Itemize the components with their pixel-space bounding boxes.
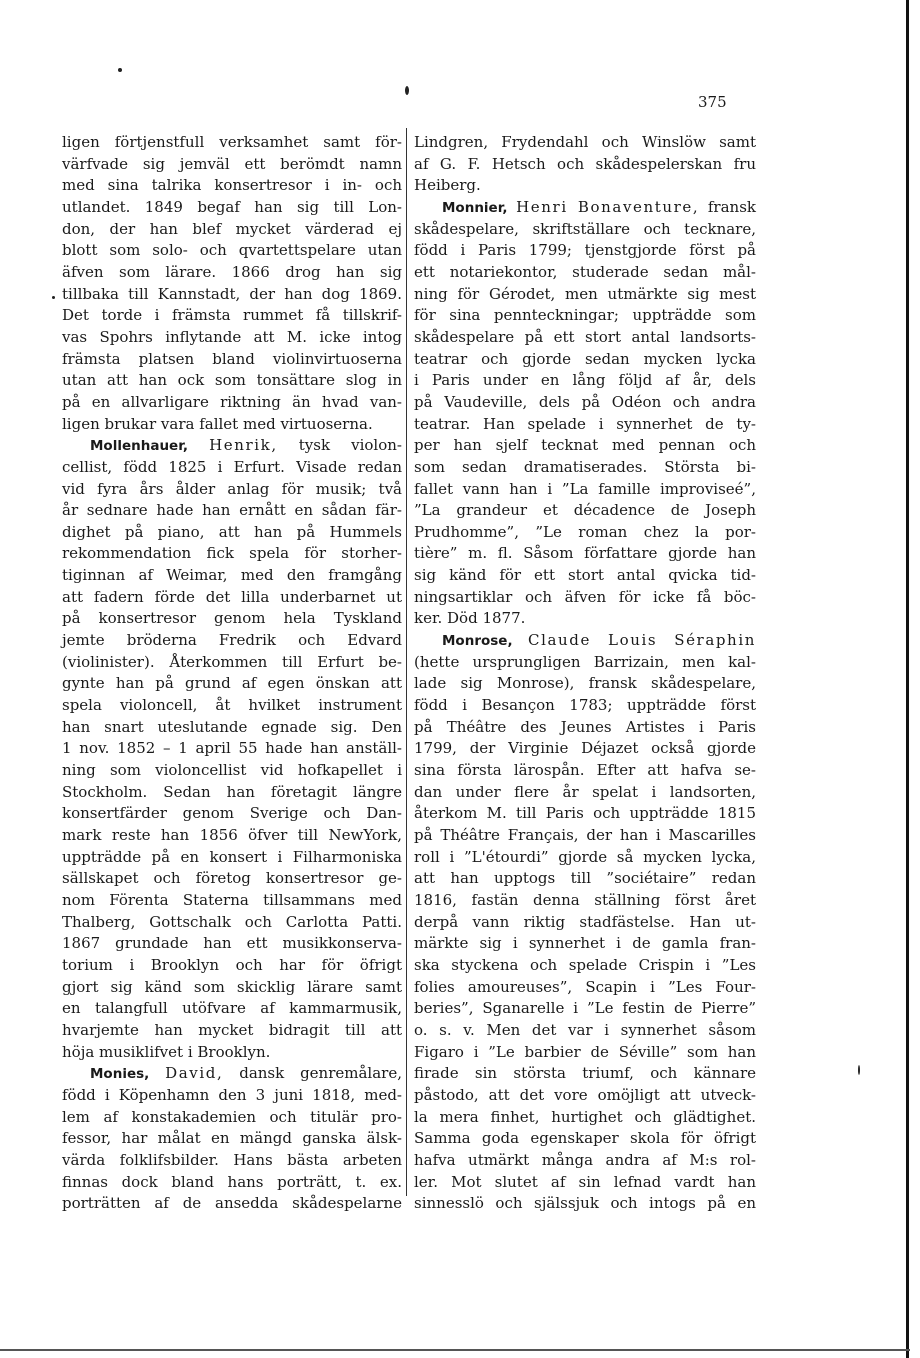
text-line: värfvade sig jemväl ett berömdt namn	[62, 154, 402, 173]
text-line: ligen förtjenstfull verksamhet samt för-	[62, 133, 402, 151]
text-line: teatrar och gjorde sedan mycken lycka	[414, 349, 756, 368]
text-line: år sednare hade han ernått en sådan fär-	[62, 501, 402, 520]
text-line: firade sin största triumf, och kännare	[414, 1064, 756, 1083]
text-line: Prudhomme”, ”Le roman chez la por-	[414, 522, 756, 541]
text-line: ler. Mot slutet af sin lefnad vardt han	[414, 1172, 756, 1191]
text-line: Samma goda egenskaper skola för öfrigt	[414, 1129, 756, 1148]
text-line: en talangfull utöfvare af kammarmusik,	[62, 999, 402, 1018]
text-line: cellist, född 1825 i Erfurt. Visade redan	[62, 457, 402, 476]
text-line: värda folklifsbilder. Hans bästa arbeten	[62, 1150, 402, 1169]
scan-edge-bottom	[0, 1349, 910, 1351]
text-line: utlandet. 1849 begaf han sig till Lon-	[62, 197, 402, 216]
text-line: ningsartiklar och äfven för icke få böc-	[414, 587, 756, 606]
text-line: att han upptogs till ”sociétaire” redan	[414, 869, 756, 888]
text-line: tillbaka till Kannstadt, der han dog 1869.	[62, 284, 402, 303]
text-line: sina första lärospån. Efter att hafva se-	[414, 761, 756, 780]
text-line: lade sig Monrose), fransk skådespelare,	[414, 674, 756, 693]
text-line: Det torde i främsta rummet få tillskrif-	[62, 306, 402, 325]
text-line: finnas dock bland hans porträtt, t. ex.	[62, 1172, 402, 1191]
entry-given-name: David,	[165, 1064, 224, 1083]
text-line: som sedan dramatiserades. Största bi-	[414, 457, 756, 476]
column-divider	[406, 128, 407, 1196]
text-line: ska styckena och spelade Crispin i ”Les	[414, 955, 756, 974]
text-line: Heiberg.	[414, 176, 481, 195]
text-line: Figaro i ”Le barbier de Séville” som han	[414, 1042, 756, 1061]
text-line: skådespelare, skriftställare och tecknare,	[414, 219, 756, 238]
text-line: främsta platsen bland violinvirtuoserna	[62, 349, 402, 368]
text-line: folies amoureuses”, Scapin i ”Les Four-	[414, 977, 756, 996]
entry-description: fransk	[707, 197, 756, 216]
text-line: född i Paris 1799; tjenstgjorde först på	[414, 241, 756, 260]
text-line: på en allvarligare riktning än hvad van-	[62, 392, 402, 411]
page-number: 375	[698, 93, 727, 111]
text-line: 1799, der Virginie Déjazet också gjorde	[414, 739, 756, 758]
text-line: på konsertresor genom hela Tyskland	[62, 609, 402, 628]
text-line: ”La grandeur et décadence de Joseph	[414, 501, 756, 520]
left-column	[62, 132, 402, 1215]
text-line: spela violoncell, åt hvilket instrument	[62, 696, 402, 715]
text-line: 1 nov. 1852 – 1 april 55 hade han anställ-	[62, 739, 402, 758]
entry-given-name: Henri Bonaventure,	[516, 197, 700, 216]
text-line: teatrar. Han spelade i synnerhet de ty-	[414, 414, 756, 433]
text-line: Stockholm. Sedan han företagit längre	[62, 782, 402, 801]
entry-heading-line	[414, 630, 756, 652]
text-line: att fadern förde det lilla underbarnet ut	[62, 587, 402, 606]
text-line: rekommendation fick spela för storher-	[62, 544, 402, 563]
entry-headword: Mollenhauer,	[90, 438, 189, 455]
text-line: 1867 grundade han ett musikkonserva-	[62, 934, 402, 953]
text-line: i Paris under en lång följd af år, dels	[414, 371, 756, 390]
text-line: påstodo, att det vore omöjligt att utveck-	[414, 1085, 756, 1104]
text-line: torium i Brooklyn och har för öfrigt	[62, 955, 402, 974]
text-line: hvarjemte han mycket bidragit till att	[62, 1020, 402, 1039]
entry-given-name: Claude Louis Séraphin	[528, 631, 756, 650]
entry-heading-line	[62, 435, 402, 457]
text-line: Lindgren, Frydendahl och Winslöw samt	[414, 133, 756, 151]
ink-speck	[405, 86, 409, 95]
scan-edge-right	[906, 0, 909, 1358]
text-line: höja musiklifvet i Brooklyn.	[62, 1042, 271, 1061]
text-line: uppträdde på en konsert i Filharmoniska	[62, 847, 402, 866]
entry-heading-line	[414, 197, 756, 219]
entry-description: dansk genremålare,	[239, 1064, 402, 1083]
text-line: vas Spohrs inflytande att M. icke intog	[62, 327, 402, 346]
text-line: på Vaudeville, dels på Odéon och andra	[414, 392, 756, 411]
text-line: dighet på piano, att han på Hummels	[62, 522, 402, 541]
text-line: Thalberg, Gottschalk och Carlotta Patti.	[62, 912, 402, 931]
text-line: la mera finhet, hurtighet och glädtighet.	[414, 1107, 756, 1126]
text-line: för sina pennteckningar; uppträdde som	[414, 306, 756, 325]
text-line: tière” m. fl. Såsom författare gjorde han	[414, 544, 756, 563]
entry-given-name: Henrik,	[209, 436, 278, 455]
text-line: jemte bröderna Fredrik och Edvard	[62, 631, 402, 650]
text-line: född i Besançon 1783; uppträdde först	[414, 696, 756, 715]
text-line: derpå vann riktig stadfästelse. Han ut-	[414, 912, 756, 931]
entry-description: tysk violon-	[298, 436, 402, 455]
text-line: dan under flere år spelat i landsorten,	[414, 782, 756, 801]
text-line: konsertfärder genom Sverige och Dan-	[62, 804, 402, 823]
text-line: skådespelare på ett stort antal landsorts-	[414, 327, 756, 346]
text-line: o. s. v. Men det var i synnerhet såsom	[414, 1020, 756, 1039]
text-line: återkom M. till Paris och uppträdde 1815	[414, 804, 756, 823]
text-line: ligen brukar vara fallet med virtuoserna.	[62, 414, 373, 433]
text-line: på Théâtre Français, der han i Mascarilles	[414, 826, 756, 844]
text-line: nom Förenta Staterna tillsammans med	[62, 890, 402, 909]
text-line: sällskapet och företog konsertresor ge-	[62, 869, 402, 888]
text-line: ning som violoncellist vid hofkapellet i	[62, 761, 402, 780]
text-line: af G. F. Hetsch och skådespelerskan fru	[414, 154, 756, 173]
ink-speck	[118, 68, 122, 72]
text-line: 1816, fastän denna ställning först året	[414, 890, 756, 909]
text-line: per han sjelf tecknat med pennan och	[414, 436, 756, 455]
text-line: gynte han på grund af egen önskan att	[62, 674, 402, 693]
ink-speck	[52, 296, 55, 299]
text-line: porträtten af de ansedda skådespelarne	[62, 1194, 402, 1213]
text-line: fessor, har målat en mängd ganska älsk-	[62, 1129, 402, 1148]
text-line: roll i ”L'étourdi” gjorde så mycken lycka,	[414, 847, 756, 866]
text-line: lem af konstakademien och titulär pro-	[62, 1107, 402, 1126]
entry-headword: Monrose,	[442, 633, 513, 650]
text-line: hafva utmärkt många andra af M:s rol-	[414, 1150, 756, 1169]
text-line: gjort sig känd som skicklig lärare samt	[62, 977, 402, 996]
entry-heading-line	[62, 1063, 402, 1085]
text-line: tiginnan af Weimar, med den framgång	[62, 566, 402, 585]
text-line: med sina talrika konsertresor i in- och	[62, 176, 402, 195]
ink-speck	[858, 1065, 860, 1075]
text-line: äfven som lärare. 1866 drog han sig	[62, 262, 402, 281]
entry-headword: Monnier,	[442, 199, 508, 216]
text-line: ett notariekontor, studerade sedan mål-	[414, 262, 756, 281]
text-line: han snart uteslutande egnade sig. Den	[62, 717, 402, 736]
text-line: ker. Död 1877.	[414, 609, 526, 628]
text-line: vid fyra års ålder anlag för musik; två	[62, 479, 402, 498]
text-line: sig känd för ett stort antal qvicka tid-	[414, 566, 756, 585]
text-line: don, der han blef mycket värderad ej	[62, 219, 402, 238]
text-line: märkte sig i synnerhet i de gamla fran-	[414, 934, 756, 953]
text-line: beries”, Sganarelle i ”Le festin de Pierre”	[414, 999, 756, 1018]
text-line: mark reste han 1856 öfver till NewYork,	[62, 826, 402, 844]
text-line: född i Köpenhamn den 3 juni 1818, med-	[62, 1085, 402, 1104]
text-line: blott som solo- och qvartettspelare utan	[62, 241, 402, 260]
text-line: ning för Gérodet, men utmärkte sig mest	[414, 284, 756, 303]
text-line: utan att han ock som tonsättare slog in	[62, 371, 402, 390]
text-line: sinnesslö och själssjuk och intogs på en	[414, 1194, 756, 1213]
right-column	[414, 132, 756, 1215]
text-line: (hette ursprungligen Barrizain, men kal-	[414, 652, 756, 671]
text-line: på Théâtre des Jeunes Artistes i Paris	[414, 717, 756, 736]
entry-headword: Monies,	[90, 1066, 150, 1083]
text-line: fallet vann han i ”La famille improviseé”,	[414, 479, 756, 498]
text-line: (violinister). Återkommen till Erfurt be-	[62, 652, 402, 671]
